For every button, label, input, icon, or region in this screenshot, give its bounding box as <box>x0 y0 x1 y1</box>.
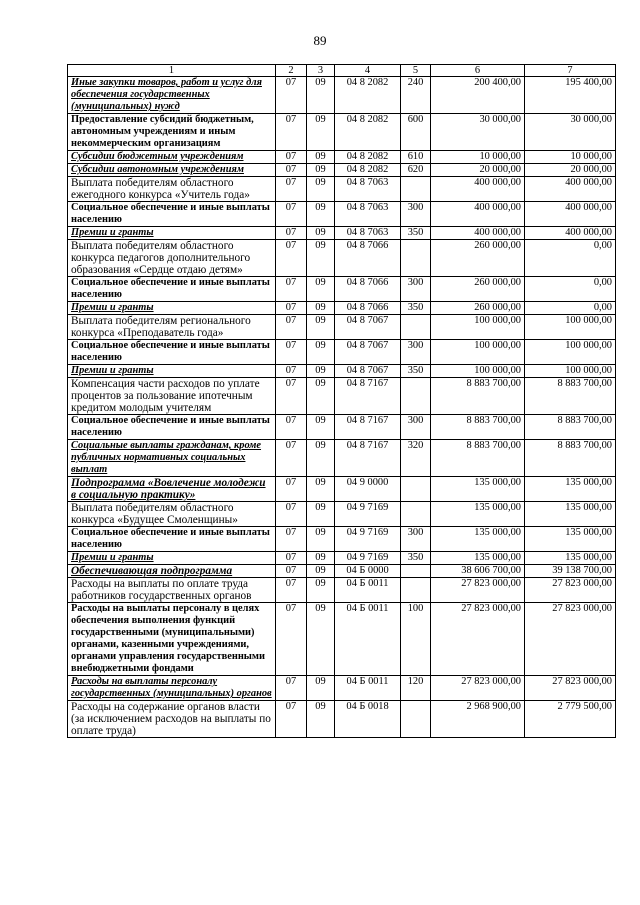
code-subsection: 09 <box>307 365 335 378</box>
row-name: Социальные выплаты гражданам, кроме публичных нормативных социальных выплат <box>68 440 276 477</box>
column-header: 3 <box>307 65 335 77</box>
code-target: 04 8 7066 <box>335 277 401 302</box>
code-section: 07 <box>276 603 307 676</box>
amount-year-2: 8 883 700,00 <box>525 415 616 440</box>
table-row <box>68 164 616 177</box>
amount-year-2: 135 000,00 <box>525 477 616 502</box>
code-target: 04 9 0000 <box>335 477 401 502</box>
table-row <box>68 378 616 415</box>
amount-year-1: 400 000,00 <box>431 177 525 202</box>
table-row <box>68 527 616 552</box>
code-expense-type <box>401 177 431 202</box>
code-subsection: 09 <box>307 527 335 552</box>
table-row <box>68 277 616 302</box>
code-subsection: 09 <box>307 240 335 277</box>
amount-year-2: 135 000,00 <box>525 552 616 565</box>
amount-year-1: 100 000,00 <box>431 340 525 365</box>
code-expense-type: 610 <box>401 151 431 164</box>
code-expense-type <box>401 378 431 415</box>
amount-year-1: 135 000,00 <box>431 502 525 527</box>
code-subsection: 09 <box>307 114 335 151</box>
code-expense-type <box>401 315 431 340</box>
code-subsection: 09 <box>307 315 335 340</box>
amount-year-1: 135 000,00 <box>431 477 525 502</box>
code-section: 07 <box>276 164 307 177</box>
code-target: 04 9 7169 <box>335 502 401 527</box>
code-expense-type: 300 <box>401 340 431 365</box>
row-name: Субсидии автономным учреждениям <box>68 164 276 177</box>
code-expense-type: 300 <box>401 415 431 440</box>
amount-year-1: 27 823 000,00 <box>431 578 525 603</box>
code-target: 04 8 7167 <box>335 440 401 477</box>
code-section: 07 <box>276 502 307 527</box>
code-expense-type: 350 <box>401 302 431 315</box>
code-expense-type: 300 <box>401 202 431 227</box>
amount-year-1: 100 000,00 <box>431 365 525 378</box>
code-section: 07 <box>276 552 307 565</box>
code-section: 07 <box>276 114 307 151</box>
code-subsection: 09 <box>307 77 335 114</box>
row-name: Расходы на выплаты персоналу государственных (муниципальных) органов <box>68 676 276 701</box>
amount-year-1: 8 883 700,00 <box>431 440 525 477</box>
amount-year-1: 8 883 700,00 <box>431 415 525 440</box>
table-row <box>68 676 616 701</box>
code-section: 07 <box>276 477 307 502</box>
code-subsection: 09 <box>307 415 335 440</box>
row-name: Социальное обеспечение и иные выплаты населению <box>68 527 276 552</box>
row-name: Подпрограмма «Вовлечение молодежи в социальную практику» <box>68 477 276 502</box>
amount-year-2: 400 000,00 <box>525 227 616 240</box>
amount-year-1: 27 823 000,00 <box>431 603 525 676</box>
code-expense-type: 240 <box>401 77 431 114</box>
amount-year-2: 100 000,00 <box>525 315 616 340</box>
amount-year-1: 10 000,00 <box>431 151 525 164</box>
code-target: 04 Б 0011 <box>335 578 401 603</box>
code-expense-type: 300 <box>401 527 431 552</box>
row-name: Расходы на содержание органов власти (за исключением расходов на выплаты по оплате труда) <box>68 701 276 738</box>
row-name: Субсидии бюджетным учреждениям <box>68 151 276 164</box>
table-row <box>68 415 616 440</box>
column-header: 1 <box>68 65 276 77</box>
row-name: Выплата победителям областного конкурса «Будущее Смоленщины» <box>68 502 276 527</box>
code-expense-type <box>401 565 431 578</box>
code-subsection: 09 <box>307 578 335 603</box>
amount-year-2: 27 823 000,00 <box>525 676 616 701</box>
column-header: 7 <box>525 65 616 77</box>
amount-year-2: 39 138 700,00 <box>525 565 616 578</box>
page-number: 89 <box>313 33 327 48</box>
amount-year-2: 195 400,00 <box>525 77 616 114</box>
amount-year-2: 2 779 500,00 <box>525 701 616 738</box>
code-target: 04 Б 0000 <box>335 565 401 578</box>
code-expense-type: 350 <box>401 365 431 378</box>
row-name: Социальное обеспечение и иные выплаты населению <box>68 202 276 227</box>
table-row <box>68 365 616 378</box>
code-expense-type: 350 <box>401 227 431 240</box>
amount-year-2: 10 000,00 <box>525 151 616 164</box>
table-row <box>68 340 616 365</box>
code-expense-type: 320 <box>401 440 431 477</box>
code-section: 07 <box>276 415 307 440</box>
code-section: 07 <box>276 77 307 114</box>
table-row <box>68 701 616 738</box>
code-subsection: 09 <box>307 277 335 302</box>
table-row <box>68 202 616 227</box>
amount-year-2: 0,00 <box>525 302 616 315</box>
code-section: 07 <box>276 277 307 302</box>
amount-year-1: 400 000,00 <box>431 227 525 240</box>
amount-year-2: 30 000,00 <box>525 114 616 151</box>
amount-year-1: 38 606 700,00 <box>431 565 525 578</box>
column-header: 4 <box>335 65 401 77</box>
code-subsection: 09 <box>307 164 335 177</box>
code-target: 04 9 7169 <box>335 527 401 552</box>
amount-year-2: 27 823 000,00 <box>525 578 616 603</box>
amount-year-2: 100 000,00 <box>525 365 616 378</box>
row-name: Обеспечивающая подпрограмма <box>68 565 276 578</box>
table-row <box>68 578 616 603</box>
code-target: 04 Б 0011 <box>335 603 401 676</box>
amount-year-2: 0,00 <box>525 240 616 277</box>
code-expense-type <box>401 578 431 603</box>
code-target: 04 9 7169 <box>335 552 401 565</box>
code-target: 04 8 2082 <box>335 164 401 177</box>
code-expense-type: 120 <box>401 676 431 701</box>
code-section: 07 <box>276 151 307 164</box>
code-target: 04 Б 0018 <box>335 701 401 738</box>
row-name: Премии и гранты <box>68 365 276 378</box>
amount-year-2: 135 000,00 <box>525 502 616 527</box>
code-subsection: 09 <box>307 378 335 415</box>
row-name: Премии и гранты <box>68 302 276 315</box>
table-row <box>68 77 616 114</box>
row-name: Предоставление субсидий бюджетным, автономным учреждениям и иным некоммерческим организациям <box>68 114 276 151</box>
amount-year-2: 8 883 700,00 <box>525 378 616 415</box>
code-target: 04 8 2082 <box>335 77 401 114</box>
code-expense-type <box>401 502 431 527</box>
table-row <box>68 240 616 277</box>
code-target: 04 8 7067 <box>335 315 401 340</box>
row-name: Выплата победителям регионального конкурса «Преподаватель года» <box>68 315 276 340</box>
code-section: 07 <box>276 676 307 701</box>
amount-year-2: 400 000,00 <box>525 202 616 227</box>
amount-year-1: 260 000,00 <box>431 302 525 315</box>
code-section: 07 <box>276 202 307 227</box>
code-subsection: 09 <box>307 227 335 240</box>
amount-year-2: 100 000,00 <box>525 340 616 365</box>
row-name: Социальное обеспечение и иные выплаты населению <box>68 277 276 302</box>
row-name: Иные закупки товаров, работ и услуг для обеспечения государственных (муниципальных) нужд <box>68 77 276 114</box>
code-subsection: 09 <box>307 440 335 477</box>
table-row <box>68 565 616 578</box>
code-target: 04 8 7063 <box>335 202 401 227</box>
amount-year-1: 135 000,00 <box>431 527 525 552</box>
code-subsection: 09 <box>307 340 335 365</box>
code-subsection: 09 <box>307 552 335 565</box>
row-name: Социальное обеспечение и иные выплаты населению <box>68 415 276 440</box>
code-section: 07 <box>276 340 307 365</box>
amount-year-1: 400 000,00 <box>431 202 525 227</box>
code-section: 07 <box>276 701 307 738</box>
code-section: 07 <box>276 578 307 603</box>
table-row <box>68 603 616 676</box>
code-section: 07 <box>276 240 307 277</box>
code-target: 04 8 7167 <box>335 378 401 415</box>
row-name: Социальное обеспечение и иные выплаты населению <box>68 340 276 365</box>
code-section: 07 <box>276 177 307 202</box>
amount-year-1: 27 823 000,00 <box>431 676 525 701</box>
table-row <box>68 151 616 164</box>
code-target: 04 8 7063 <box>335 177 401 202</box>
table-row <box>68 477 616 502</box>
code-subsection: 09 <box>307 565 335 578</box>
table-row <box>68 440 616 477</box>
table-row <box>68 177 616 202</box>
row-name: Выплата победителям областного конкурса педагогов дополнительного образования «Сердце отдаю детям» <box>68 240 276 277</box>
table-row <box>68 315 616 340</box>
code-section: 07 <box>276 227 307 240</box>
amount-year-2: 135 000,00 <box>525 527 616 552</box>
code-target: 04 8 7067 <box>335 340 401 365</box>
amount-year-1: 2 968 900,00 <box>431 701 525 738</box>
amount-year-1: 135 000,00 <box>431 552 525 565</box>
row-name: Премии и гранты <box>68 552 276 565</box>
code-subsection: 09 <box>307 302 335 315</box>
code-subsection: 09 <box>307 502 335 527</box>
code-section: 07 <box>276 527 307 552</box>
code-target: 04 8 7167 <box>335 415 401 440</box>
amount-year-2: 20 000,00 <box>525 164 616 177</box>
amount-year-2: 0,00 <box>525 277 616 302</box>
amount-year-1: 200 400,00 <box>431 77 525 114</box>
code-expense-type: 620 <box>401 164 431 177</box>
code-section: 07 <box>276 565 307 578</box>
budget-table <box>67 64 616 738</box>
column-header: 6 <box>431 65 525 77</box>
amount-year-1: 260 000,00 <box>431 240 525 277</box>
code-target: 04 Б 0011 <box>335 676 401 701</box>
code-subsection: 09 <box>307 477 335 502</box>
row-name: Расходы на выплаты персоналу в целях обеспечения выполнения функций государственными (муниципальными) органами, казенными учреждениями, органами управления государственными внебюджетными фондами <box>68 603 276 676</box>
table-row <box>68 502 616 527</box>
amount-year-2: 400 000,00 <box>525 177 616 202</box>
amount-year-1: 30 000,00 <box>431 114 525 151</box>
code-section: 07 <box>276 365 307 378</box>
table-row <box>68 114 616 151</box>
table-header-row <box>68 65 616 77</box>
code-subsection: 09 <box>307 603 335 676</box>
code-section: 07 <box>276 315 307 340</box>
table-row <box>68 552 616 565</box>
code-section: 07 <box>276 378 307 415</box>
code-expense-type <box>401 240 431 277</box>
column-header: 2 <box>276 65 307 77</box>
table-row <box>68 302 616 315</box>
amount-year-1: 8 883 700,00 <box>431 378 525 415</box>
code-subsection: 09 <box>307 202 335 227</box>
amount-year-1: 100 000,00 <box>431 315 525 340</box>
row-name: Премии и гранты <box>68 227 276 240</box>
code-subsection: 09 <box>307 177 335 202</box>
code-section: 07 <box>276 440 307 477</box>
code-target: 04 8 2082 <box>335 114 401 151</box>
code-subsection: 09 <box>307 676 335 701</box>
code-target: 04 8 7063 <box>335 227 401 240</box>
row-name: Расходы на выплаты по оплате труда работников государственных органов <box>68 578 276 603</box>
code-expense-type <box>401 477 431 502</box>
row-name: Выплата победителям областного ежегодного конкурса «Учитель года» <box>68 177 276 202</box>
column-header: 5 <box>401 65 431 77</box>
code-target: 04 8 7066 <box>335 302 401 315</box>
code-subsection: 09 <box>307 701 335 738</box>
code-target: 04 8 7067 <box>335 365 401 378</box>
code-section: 07 <box>276 302 307 315</box>
code-expense-type: 350 <box>401 552 431 565</box>
code-expense-type <box>401 701 431 738</box>
code-expense-type: 300 <box>401 277 431 302</box>
code-target: 04 8 2082 <box>335 151 401 164</box>
code-subsection: 09 <box>307 151 335 164</box>
table-row <box>68 227 616 240</box>
amount-year-1: 20 000,00 <box>431 164 525 177</box>
code-target: 04 8 7066 <box>335 240 401 277</box>
amount-year-2: 8 883 700,00 <box>525 440 616 477</box>
amount-year-1: 260 000,00 <box>431 277 525 302</box>
code-expense-type: 100 <box>401 603 431 676</box>
amount-year-2: 27 823 000,00 <box>525 603 616 676</box>
code-expense-type: 600 <box>401 114 431 151</box>
row-name: Компенсация части расходов по уплате процентов за пользование ипотечным кредитом молодым учителям <box>68 378 276 415</box>
